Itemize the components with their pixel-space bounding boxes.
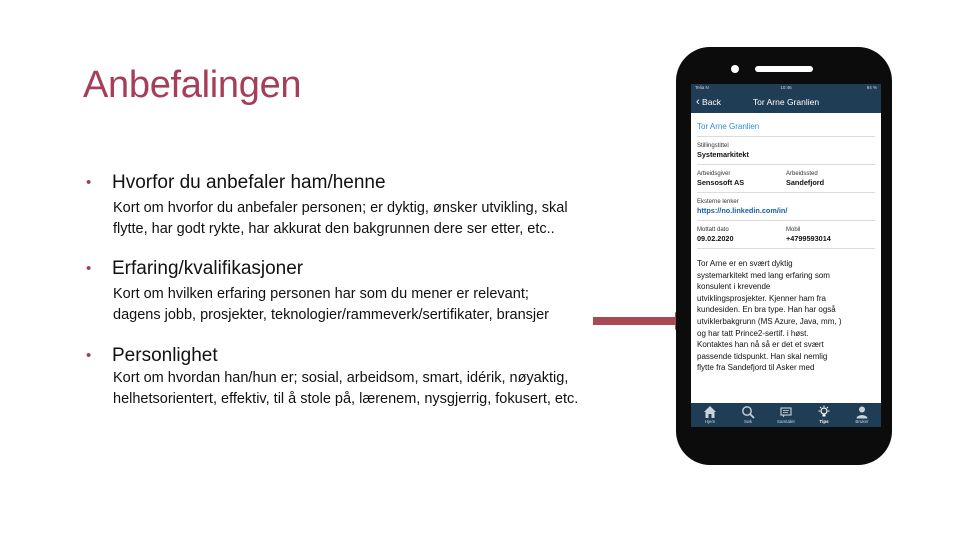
bullet-dot: •	[86, 174, 92, 191]
message-line: konsulent i krevende	[697, 282, 771, 292]
job-title-label: Stillingstittel	[697, 143, 729, 149]
bullet-line: flytte, har godt rykte, har akkurat den bakgrunnen dere ser etter, etc..	[113, 221, 555, 237]
bullet-heading: Personlighet	[112, 345, 218, 366]
message-line: Kontaktes han nå så er det et svært	[697, 340, 824, 350]
employer-value: Sensosoft AS	[697, 178, 745, 187]
phone-screen	[691, 84, 881, 427]
received-value: 09.02.2020	[697, 234, 734, 243]
received-section	[697, 221, 875, 249]
nav-bar	[691, 91, 881, 113]
clock-label: 10:46	[780, 85, 792, 90]
message-line: og har tatt Prince2-sertif. i høst.	[697, 328, 809, 338]
message-line: passende tidspunkt. Han skal nemlig	[697, 351, 828, 361]
links-section	[697, 193, 875, 221]
bullet-line: Kort om hvordan han/hun er; sosial, arbeidsom, smart, idérik, nøyaktig,	[113, 370, 569, 386]
bullet-heading: Hvorfor du anbefaler ham/henne	[112, 172, 386, 193]
message-line: Tor Arne er en svært dyktig	[697, 259, 793, 268]
tab-tips[interactable]	[805, 403, 843, 427]
linkedin-link[interactable]: https://no.linkedin.com/in/	[697, 206, 788, 215]
workplace-label: Arbeidssted	[786, 171, 818, 177]
phone-mockup	[676, 47, 892, 465]
front-camera	[731, 65, 739, 73]
message-line: flytte fra Sandefjord til Asker med	[697, 363, 815, 373]
bullet-line: helhetsorientert, effektiv, til å stole på, lærenem, nysgjerrig, fokusert, etc.	[113, 391, 579, 407]
home-icon	[691, 403, 729, 419]
links-label: Eksterne lenker	[697, 199, 739, 205]
bullet-dot: •	[86, 260, 92, 277]
tab-label: Hjem	[704, 419, 716, 424]
message-line: systemarkitekt med lang erfaring som	[697, 270, 830, 280]
bullet-heading: Erfaring/kvalifikasjoner	[112, 258, 304, 279]
user-icon	[843, 403, 881, 419]
bullet-line: Kort om hvilken erfaring personen har som du mener er relevant;	[113, 286, 529, 302]
search-icon	[729, 403, 767, 419]
chat-icon	[767, 403, 805, 419]
slide-title: Anbefalingen	[83, 64, 302, 106]
recommendation-detail	[691, 113, 881, 374]
job-title-value: Systemarkitekt	[697, 150, 749, 159]
lightbulb-icon	[805, 403, 843, 419]
tab-home[interactable]	[691, 403, 729, 427]
employer-label: Arbeidsgiver	[697, 171, 731, 177]
tab-user[interactable]	[843, 403, 881, 427]
tab-bar	[691, 403, 881, 427]
battery-label: 94 %	[866, 85, 877, 90]
mobile-value[interactable]: +4799593014	[786, 234, 831, 243]
job-title-section	[697, 137, 875, 165]
bullet-line: dagens jobb, prosjekter, teknologier/rammeverk/sertifikater, bransjer	[113, 307, 550, 323]
employer-section	[697, 165, 875, 193]
recommendation-message	[697, 249, 875, 374]
message-line: utviklingsprosjekter. Kjenner ham fra	[697, 293, 826, 303]
status-bar	[691, 84, 881, 91]
message-line: kundesiden. En bra type. Han har også	[697, 305, 836, 315]
received-label: Mottatt dato	[697, 227, 729, 233]
tab-search[interactable]	[729, 403, 767, 427]
tab-conversations[interactable]	[767, 403, 805, 427]
message-line: utviklerbakgrunn (MS Azure, Java, mm, )	[697, 316, 842, 326]
carrier-label: Telia N	[695, 85, 709, 90]
bullet-dot: •	[86, 347, 92, 364]
nav-title: Tor Arne Granlien	[752, 97, 820, 107]
tab-label: Samtaler	[776, 419, 795, 424]
tab-label: Tips	[819, 419, 829, 424]
workplace-value: Sandefjord	[786, 178, 825, 187]
tab-label: Bruker	[855, 419, 869, 424]
candidate-name-link[interactable]: Tor Arne Granlien	[697, 113, 875, 137]
back-label: Back	[702, 97, 721, 107]
earpiece-speaker	[755, 66, 813, 72]
mobile-label: Mobil	[786, 227, 801, 233]
tab-label: Søk	[743, 419, 752, 424]
bullet-line: Kort om hvorfor du anbefaler personen; er dyktig, ønsker utvikling, skal	[113, 200, 568, 216]
chevron-left-icon: ‹	[696, 96, 700, 108]
